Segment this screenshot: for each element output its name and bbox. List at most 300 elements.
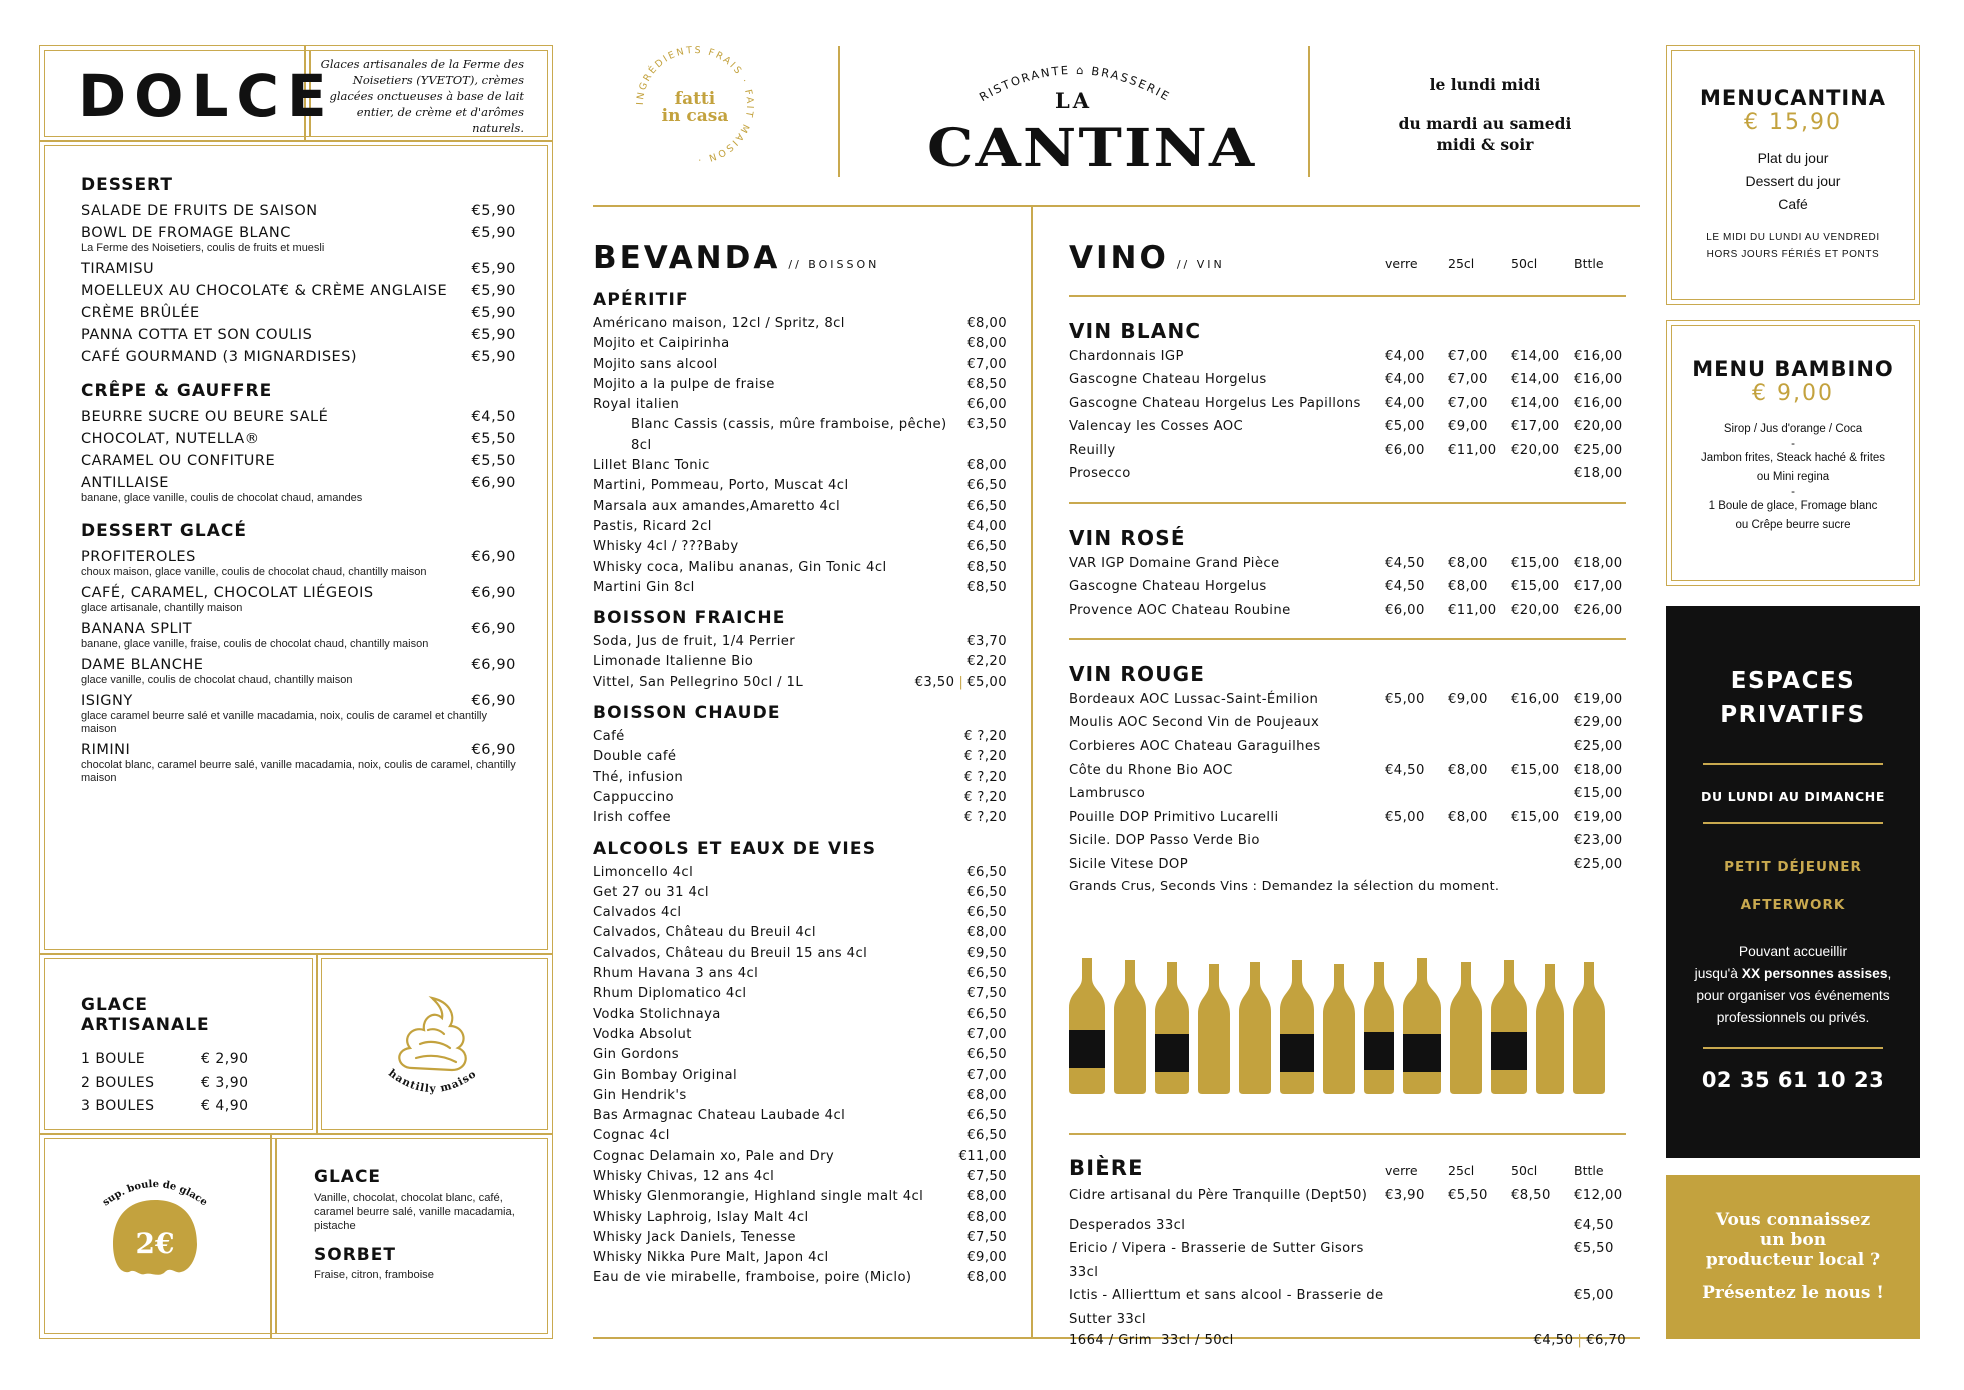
drink-name: Irish coffee (593, 810, 672, 826)
drink-price (967, 497, 1007, 517)
sup-boule-badge (85, 1160, 225, 1300)
drink-row (593, 1045, 1007, 1065)
wine-price: €11,00 (1448, 602, 1497, 618)
glace-desc: Vanille, chocolat, chocolat blanc, café, caramel beurre salé, vanille macadamia, pistache (314, 1192, 515, 1232)
drink-price (967, 355, 1007, 375)
drink-name: Vodka Stolichnaya (593, 1006, 721, 1022)
wine-price: €5,00 (1385, 809, 1425, 825)
wine-price: €15,00 (1574, 786, 1623, 802)
price-column-header: 25cl (1448, 1163, 1475, 1178)
wine-name: Sicile Vitese DOP (1069, 857, 1189, 872)
wine-row (1069, 711, 1626, 735)
wine-bottle-icon (1198, 964, 1230, 1094)
wine-price (1511, 829, 1574, 853)
dolce-title: DOLCE (78, 62, 335, 130)
dessert-desc: choux maison, glace vanille, coulis de chocolat chaud, chantilly maison (81, 566, 427, 578)
drink-price-value: €8,00 (967, 316, 1007, 331)
beer-name: Cidre artisanal du Père Tranquille (Dept50) (1069, 1188, 1368, 1203)
drink-name: Calvados, Château du Breuil 4cl (593, 925, 816, 941)
drink-row (593, 727, 1007, 747)
menu-cantina-small2: HORS JOURS FÉRIÉS ET PONTS (1706, 249, 1880, 260)
opening-hours (1340, 74, 1630, 155)
glace-artisanale (81, 995, 281, 1119)
menu-cantina-line: Plat du jour (1757, 150, 1829, 166)
glace-row-price: € 3,90 (201, 1074, 249, 1091)
biere-title: BIÈRE (1069, 1156, 1144, 1180)
vino-note: Grands Crus, Seconds Vins : Demandez la sélection du moment. (1069, 878, 1500, 894)
drink-price-value: €9,00 (967, 1250, 1007, 1266)
drink-row (593, 652, 1007, 672)
beer-name: Ictis - Allierttum et sans alcool - Brasserie de Sutter 33cl (1069, 1288, 1384, 1327)
wine-name: Reuilly (1069, 442, 1116, 458)
wine-bottle-icon (1573, 962, 1605, 1094)
dolce-note: Glaces artisanales de la Ferme des Noisetiers (YVETOT), crèmes glacées onctueuses à base de lait entier, de crème et d'arômes naturels. (320, 57, 524, 135)
drink-row (593, 375, 1007, 395)
sorbet-desc: Fraise, citron, framboise (314, 1269, 434, 1281)
drink-row (593, 747, 1007, 767)
dessert-name: ISIGNY (81, 693, 133, 709)
wine-price (1385, 829, 1448, 853)
wine-price: €5,00 (1385, 419, 1425, 435)
dessert-item (81, 549, 516, 579)
dessert-price: €5,90 (471, 327, 516, 343)
dessert-item (81, 621, 516, 651)
drink-row (593, 1025, 1007, 1045)
wine-price: €25,00 (1574, 442, 1623, 458)
drink-price-value: €6,50 (967, 1047, 1007, 1063)
drink-row (593, 456, 1007, 476)
wine-price: €15,00 (1511, 555, 1560, 571)
drink-row (593, 334, 1007, 354)
dessert-price: €6,90 (471, 742, 516, 758)
cantina-logo (905, 40, 1257, 190)
wine-bottle-icon (1280, 960, 1314, 1094)
vino-title: VINO (1069, 240, 1169, 276)
biere-last-row (1069, 1331, 1626, 1351)
espaces-phone[interactable]: 02 35 61 10 23 (1701, 1068, 1885, 1092)
wine-price: €8,00 (1448, 579, 1488, 595)
espaces-privatifs-panel (1666, 606, 1920, 1158)
wine-price: €8,00 (1448, 809, 1488, 825)
chantilly-badge-text: hantilly maiso (386, 1067, 479, 1096)
dessert-row (81, 261, 516, 277)
espaces-text2 (1666, 963, 1920, 985)
dolce-section-title: DESSERT GLACÉ (81, 521, 247, 541)
beer-price (1448, 1214, 1511, 1238)
drink-price (967, 1167, 1007, 1187)
dessert-price: €5,50 (471, 431, 516, 447)
drink-name: Vittel, San Pellegrino 50cl / 1L (593, 674, 804, 690)
drink-price (967, 334, 1007, 354)
espaces-rule-2 (1703, 822, 1883, 824)
drink-price-value: €6,50 (967, 905, 1007, 921)
wine-section-rule (1069, 638, 1626, 640)
wine-bottle-icon (1323, 964, 1355, 1094)
drink-name: Limoncello 4cl (593, 864, 694, 880)
drink-name: Martini Gin 8cl (593, 579, 695, 595)
wine-row (1069, 829, 1626, 853)
bevanda-section-title: BOISSON FRAICHE (593, 608, 786, 629)
wine-row (1069, 462, 1626, 486)
wine-price: €4,00 (1385, 395, 1425, 411)
dessert-desc: banane, glace vanille, fraise, coulis de chocolat chaud, chantilly maison (81, 638, 429, 650)
beer-price: €5,50 (1448, 1188, 1488, 1203)
stamp-ring-text: INGRÉDIENTS FRAIS · FAIT MAISON · (634, 44, 756, 166)
dessert-name: ANTILLAISE (81, 475, 169, 491)
biere-last-name: 1664 / Grim 33cl / 50cl (1069, 1333, 1234, 1349)
drink-price (967, 903, 1007, 923)
drink-row (593, 808, 1007, 828)
dessert-row (81, 657, 516, 673)
drink-name: Limonade Italienne Bio (593, 654, 754, 670)
dessert-name: RIMINI (81, 742, 131, 758)
drink-name: Cappuccino (593, 789, 674, 805)
drink-row (593, 1167, 1007, 1187)
price-column-header: Bttle (1574, 256, 1604, 271)
drink-price-value: €7,50 (967, 1168, 1007, 1184)
wine-price: €11,00 (1448, 442, 1497, 458)
wine-price: €7,00 (1448, 395, 1488, 411)
biere-column (1069, 1156, 1626, 1351)
wine-price (1511, 782, 1574, 806)
glace-row-label: 1 BOULE (81, 1051, 146, 1067)
dessert-row (81, 203, 516, 219)
dessert-row (81, 549, 516, 565)
wine-bottle-icon (1536, 964, 1564, 1094)
price-column-header: 25cl (1448, 256, 1475, 271)
wine-price: €19,00 (1574, 691, 1623, 707)
drink-name: Martini, Pommeau, Porto, Muscat 4cl (593, 478, 849, 494)
producteur-line1: Vous connaissez (1715, 1210, 1871, 1230)
espaces-text4: professionnels ou privés. (1716, 1010, 1870, 1025)
wine-price: €23,00 (1574, 833, 1623, 849)
drink-name: Whisky Laphroig, Islay Malt 4cl (593, 1209, 809, 1225)
wine-price: €7,00 (1448, 348, 1488, 364)
wine-price (1385, 711, 1448, 735)
drink-price (958, 1147, 1007, 1167)
espaces-title1: ESPACES (1730, 668, 1856, 694)
bevanda-column (593, 240, 1007, 1289)
dessert-item (81, 431, 516, 447)
drink-row (593, 1187, 1007, 1207)
dessert-name: BEURRE SUCRE OU BEURE SALÉ (81, 409, 329, 425)
dessert-item (81, 349, 516, 365)
wine-row (1069, 575, 1626, 599)
drink-price (915, 673, 1007, 693)
price-column-header: verre (1385, 256, 1418, 271)
drink-price-value: €8,00 (967, 458, 1007, 474)
glace-artisanale-title: GLACE ARTISANALE (81, 995, 210, 1035)
biere-last-prices (1534, 1331, 1626, 1351)
wine-price (1511, 735, 1574, 759)
menu-bambino-lines (1666, 420, 1920, 535)
drink-row (593, 1066, 1007, 1086)
drink-price-value: €6,00 (967, 397, 1007, 413)
fatti-in-casa-stamp (630, 40, 760, 170)
drink-price (967, 1045, 1007, 1065)
dessert-price: €6,90 (471, 475, 516, 491)
menu-bambino-line: 1 Boule de glace, Fromage blanc (1708, 500, 1878, 512)
drink-price (967, 652, 1007, 672)
drink-price (967, 1228, 1007, 1248)
wine-price: €26,00 (1574, 602, 1623, 618)
wine-bottle-icon (1491, 960, 1527, 1094)
drink-price-value: €6,50 (967, 884, 1007, 900)
menu-bambino (1666, 357, 1920, 535)
drink-name: Calvados, Château du Breuil 15 ans 4cl (593, 945, 868, 961)
drink-price (967, 1268, 1007, 1288)
espaces-text1: Pouvant accueillir (1738, 944, 1848, 959)
beer-price (1385, 1284, 1448, 1331)
drink-price-value: €8,00 (967, 1087, 1007, 1103)
drink-price (967, 984, 1007, 1004)
wine-bottle-icon (1364, 962, 1394, 1094)
drink-price-value: €8,00 (967, 1270, 1007, 1286)
dessert-price: €5,90 (471, 305, 516, 321)
drink-price-value: €7,00 (967, 356, 1007, 372)
dessert-price: €6,90 (471, 621, 516, 637)
wine-name: Côte du Rhone Bio AOC (1069, 762, 1233, 778)
wine-name: Corbieres AOC Chateau Garaguilhes (1069, 739, 1321, 755)
wine-section-rule (1069, 502, 1626, 504)
drink-row (593, 497, 1007, 517)
wine-row (1069, 368, 1626, 392)
drink-price-value: €6,50 (967, 1128, 1007, 1144)
drink-price-value-2: €5,00 (967, 674, 1007, 690)
wine-row (1069, 439, 1626, 463)
wine-row (1069, 759, 1626, 783)
beer-row (1069, 1237, 1626, 1284)
wine-price: €16,00 (1511, 691, 1560, 707)
drink-name: Pastis, Ricard 2cl (593, 518, 712, 534)
drink-price-value: €6,50 (967, 478, 1007, 494)
drink-price (967, 517, 1007, 537)
wine-price: €20,00 (1511, 602, 1560, 618)
dessert-price: €6,90 (471, 549, 516, 565)
drink-row (593, 1005, 1007, 1025)
menu-cantina-line: Dessert du jour (1745, 173, 1841, 189)
drink-row (593, 1086, 1007, 1106)
producteur-panel (1666, 1175, 1920, 1339)
bevanda-section-title: BOISSON CHAUDE (593, 703, 781, 724)
biere-column-headers (1385, 1163, 1626, 1178)
drink-price-value: €8,00 (967, 336, 1007, 352)
drink-row (593, 788, 1007, 808)
drink-row (593, 923, 1007, 943)
drink-name: Gin Hendrik's (593, 1087, 687, 1103)
dessert-item (81, 225, 516, 255)
drink-row (593, 517, 1007, 537)
wine-bottle-icon (1239, 962, 1271, 1094)
wine-price (1448, 711, 1511, 735)
drink-price-value: € ?,20 (964, 789, 1007, 805)
wine-price: €14,00 (1511, 372, 1560, 388)
drink-price-value: €7,00 (967, 1067, 1007, 1083)
beer-price (1385, 1214, 1448, 1238)
drink-price-value: €3,70 (967, 634, 1007, 650)
header-divider-left (838, 46, 840, 177)
wine-name: Gascogne Chateau Horgelus (1069, 372, 1267, 388)
drink-price (967, 964, 1007, 984)
drink-row (593, 883, 1007, 903)
drink-row (593, 355, 1007, 375)
drink-price-value: €6,50 (967, 864, 1007, 880)
wine-name: Gascogne Chateau Horgelus Les Papillons (1069, 395, 1361, 411)
drink-price-value: €4,00 (967, 518, 1007, 534)
dessert-item (81, 742, 516, 785)
drink-name: Whisky Chivas, 12 ans 4cl (593, 1168, 775, 1184)
wine-name: Gascogne Chateau Horgelus (1069, 579, 1267, 595)
menu-cantina-small1: LE MIDI DU LUNDI AU VENDREDI (1706, 232, 1880, 243)
wine-row (1069, 806, 1626, 830)
dessert-row (81, 409, 516, 425)
vino-rule-0 (1069, 295, 1626, 297)
wine-row (1069, 688, 1626, 712)
drink-price (967, 395, 1007, 415)
drink-price-value: €8,00 (967, 1209, 1007, 1225)
dessert-name: SALADE DE FRUITS DE SAISON (81, 203, 318, 219)
beer-price: €3,90 (1385, 1188, 1425, 1203)
drink-price (967, 578, 1007, 598)
wine-price: €6,00 (1385, 602, 1425, 618)
drink-price (964, 808, 1007, 828)
drink-price-value: €3,50 (914, 674, 955, 690)
wine-row (1069, 599, 1626, 623)
beer-name: Desperados 33cl (1069, 1217, 1186, 1233)
drink-row (593, 558, 1007, 578)
dessert-name: CRÈME BRÛLÉE (81, 305, 200, 321)
drink-row (593, 1228, 1007, 1248)
dessert-row (81, 327, 516, 343)
wine-price: €14,00 (1511, 395, 1560, 411)
wine-price: €7,00 (1448, 372, 1488, 388)
dessert-price: €6,90 (471, 693, 516, 709)
wine-row (1069, 392, 1626, 416)
wine-row (1069, 552, 1626, 576)
drink-price (967, 1187, 1007, 1207)
wine-price: €4,00 (1385, 372, 1425, 388)
dessert-name: CAFÉ GOURMAND (3 MIGNARDISES) (81, 349, 358, 365)
drink-name: Whisky Jack Daniels, Tenesse (593, 1229, 796, 1245)
beer-price: €4,50 (1574, 1217, 1614, 1233)
dessert-row (81, 693, 516, 709)
drink-row (593, 1268, 1007, 1288)
drink-price (967, 883, 1007, 903)
dessert-row (81, 225, 516, 241)
dessert-price: €4,50 (471, 409, 516, 425)
beer-price (1385, 1237, 1448, 1284)
dessert-desc: banane, glace vanille, coulis de chocolat chaud, amandes (81, 492, 363, 504)
dessert-price: €5,90 (471, 225, 516, 241)
drink-price-value: €8,50 (967, 559, 1007, 575)
dessert-row (81, 453, 516, 469)
dessert-row (81, 349, 516, 365)
wine-name: Valencay les Cosses AOC (1069, 419, 1244, 435)
dessert-name: BANANA SPLIT (81, 621, 193, 637)
drink-price-value: €7,50 (967, 986, 1007, 1002)
sup-badge-label: sup. boule de glace (100, 1178, 210, 1209)
wine-price: €18,00 (1574, 555, 1623, 571)
drink-price (967, 476, 1007, 496)
drink-name: Whisky coca, Malibu ananas, Gin Tonic 4cl (593, 559, 887, 575)
dessert-name: CARAMEL OU CONFITURE (81, 453, 276, 469)
drink-name: Eau de vie mirabelle, framboise, poire (Miclo) (593, 1270, 912, 1286)
drink-price (964, 768, 1007, 788)
dessert-price: €5,90 (471, 349, 516, 365)
bevanda-list (593, 290, 1007, 1289)
wine-price: €29,00 (1574, 715, 1623, 731)
drink-name: Rhum Havana 3 ans 4cl (593, 966, 759, 982)
vino-column (1069, 240, 1626, 894)
drink-name: Mojito et Caipirinha (593, 336, 730, 352)
drink-row (593, 578, 1007, 598)
drink-name: Whisky Glenmorangie, Highland single malt 4cl (593, 1189, 924, 1205)
dessert-row (81, 742, 516, 758)
drink-row (593, 395, 1007, 415)
dessert-name: TIRAMISU (81, 261, 155, 277)
menu-bambino-line: ou Crêpe beurre sucre (1735, 519, 1851, 531)
drink-row (593, 903, 1007, 923)
drink-name: Thé, infusion (593, 769, 684, 785)
wine-price: €14,00 (1511, 348, 1560, 364)
drink-row (593, 768, 1007, 788)
stamp-line1: fatti (674, 89, 716, 109)
beer-row (1069, 1214, 1626, 1238)
beer-price (1448, 1284, 1511, 1331)
wine-price: €4,50 (1385, 555, 1425, 571)
wine-section-title: VIN ROUGE (1069, 661, 1206, 686)
bevanda-heading (593, 240, 1007, 276)
wine-price (1385, 735, 1448, 759)
header-divider-right (1308, 46, 1310, 177)
menu-cantina-title: MENUCANTINA (1699, 86, 1887, 110)
wine-price: €4,00 (1385, 348, 1425, 364)
drink-row (593, 1248, 1007, 1268)
dessert-name: PANNA COTTA ET SON COULIS (81, 327, 313, 343)
drink-row (593, 314, 1007, 334)
drink-price (964, 788, 1007, 808)
menu-bambino-line: ou Mini regina (1756, 471, 1830, 483)
dessert-item (81, 657, 516, 687)
glace-row (81, 1095, 281, 1119)
wine-name: Bordeaux AOC Lussac-Saint-Émilion (1069, 691, 1319, 707)
hours-line2: du mardi au samedi (1398, 114, 1572, 133)
beer-name: Ericio / Vipera - Brasserie de Sutter Gisors 33cl (1069, 1241, 1364, 1280)
wine-section-title: VIN ROSÉ (1069, 525, 1186, 550)
wine-price (1448, 462, 1511, 486)
menu-bambino-line: Jambon frites, Steack haché & frites (1700, 452, 1886, 464)
drink-price (967, 1005, 1007, 1025)
drink-price-value: € ?,20 (964, 810, 1007, 826)
drink-price (967, 537, 1007, 557)
drink-row (593, 673, 1007, 693)
drink-name: Vodka Absolut (593, 1026, 692, 1042)
drink-price (967, 558, 1007, 578)
drink-price-value: € ?,20 (964, 729, 1007, 745)
drink-name: Cognac Delamain xo, Pale and Dry (593, 1148, 835, 1164)
sup-badge-price: 2€ (135, 1227, 175, 1260)
dessert-price: €5,90 (471, 203, 516, 219)
glace-artisanale-rows (81, 1048, 281, 1119)
bevanda-section-title: ALCOOLS ET EAUX DE VIES (593, 838, 877, 859)
wine-row (1069, 735, 1626, 759)
drink-price (967, 923, 1007, 943)
dessert-price: €5,90 (471, 261, 516, 277)
dessert-item (81, 475, 516, 505)
wine-price: €20,00 (1574, 419, 1623, 435)
beer-price: €12,00 (1574, 1188, 1623, 1203)
drink-name: Get 27 ou 31 4cl (593, 884, 709, 900)
